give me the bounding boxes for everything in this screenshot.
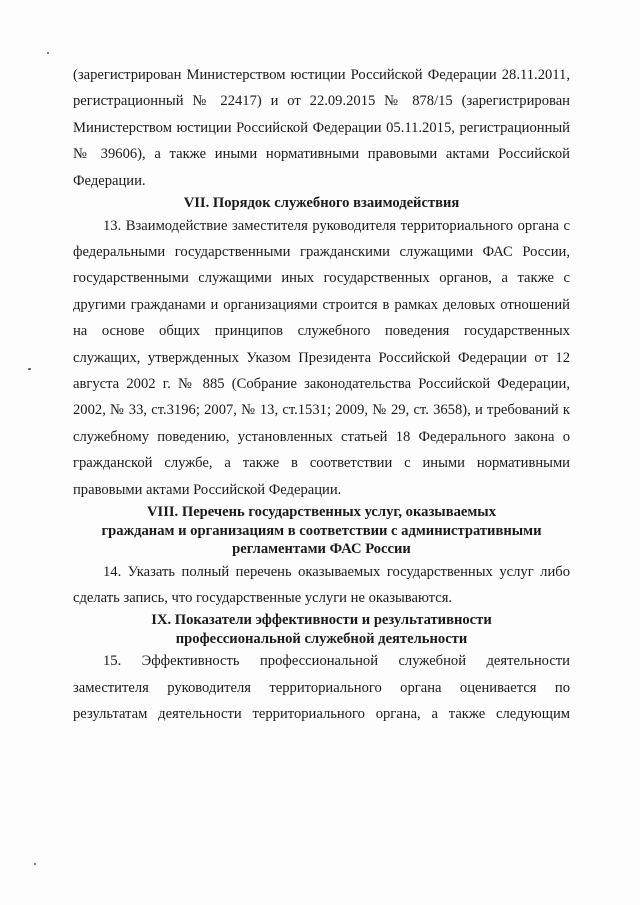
section-heading-7-text: VII. Порядок служебного взаимодействия <box>183 195 460 212</box>
scan-speck <box>47 52 49 54</box>
section-heading-8 <box>73 503 570 559</box>
section-heading-8-line-3: регламентами ФАС России <box>232 541 411 557</box>
section-heading-8-line-1: VIII. Перечень государственных услуг, оказываемых <box>146 504 496 520</box>
paragraph-intro: (зарегистрирован Министерством юстиции Российской Федерации 28.11.2011, регистрационный № 22417) и от 22.09.2015 № 878/15 (зарегистрирован Министерством юстиции Российской Федерации 05.11.2015, регистрационный № 39606), а также иными нормативными правовыми актами Российской Федерации. <box>73 67 570 189</box>
paragraph-14: 14. Указать полный перечень оказываемых государственных услуг либо сделать запись, что государственные услуги не оказываются. <box>73 563 570 606</box>
section-heading-9-line-1: IX. Показатели эффективности и результативности <box>151 612 492 629</box>
paragraph-13: 13. Взаимодействие заместителя руководителя территориального органа с федеральными государственными гражданскими служащими ФАС России, государственными служащими иных государственных органов, а также с другими гражданами и организациями строится в рамках деловых отношений на основе общих принципов служебного поведения государственных служащих, утвержденных Указом Президента Российской Федерации от 12 августа 2002 г. № 885 (Собрание законодательства Российской Федерации, 2002, № 33, ст.3196; 2007, № 13, ст.1531; 2009, № 29, ст. 3658), и требований к служебному поведению, установленных статьей 18 Федерального закона о гражданской службе, а также в соответствии с иными нормативными правовыми актами Российской Федерации. <box>73 217 570 498</box>
document-body <box>73 62 570 728</box>
section-heading-9 <box>73 611 570 648</box>
scan-speck <box>34 863 36 865</box>
section-heading-7 <box>73 194 570 213</box>
section-heading-8-line-2: гражданам и организациям в соответствии с административными <box>101 522 542 539</box>
section-heading-9-line-2: профессиональной служебной деятельности <box>175 630 468 647</box>
paragraph-15: 15. Эффективность профессиональной служебной деятельности заместителя руководителя территориального органа оценивается по результатам деятельности территориального органа, а также следующим <box>73 653 570 723</box>
scan-speck <box>28 368 31 370</box>
